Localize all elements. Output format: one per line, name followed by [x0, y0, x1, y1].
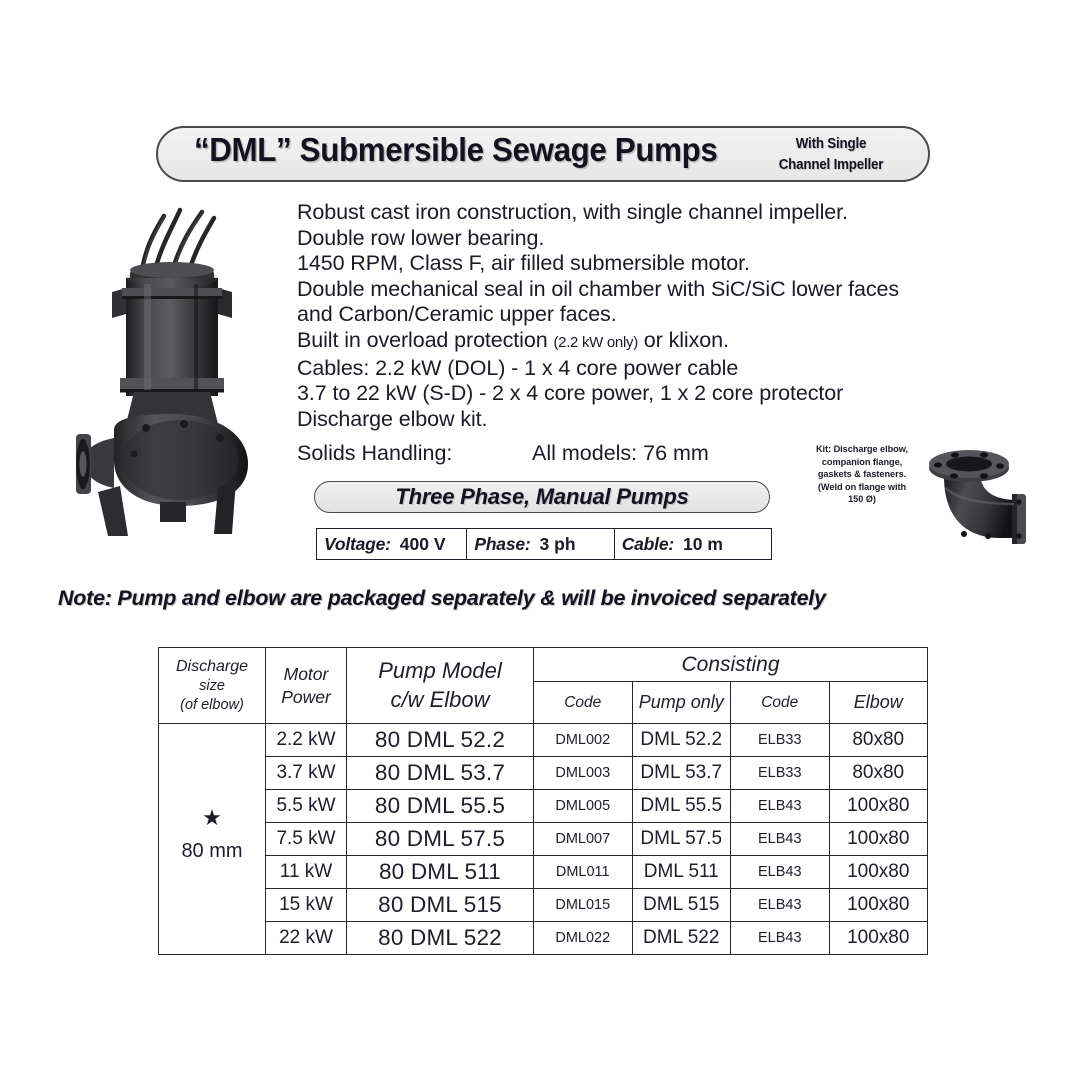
product-description [297, 200, 977, 432]
cell-pump-model: 80 DML 522 [347, 922, 534, 955]
cell-code-2: ELB43 [731, 790, 830, 823]
kit-caption-line-1: Kit: Discharge elbow, [815, 444, 909, 454]
cell-code-2: ELB43 [731, 922, 830, 955]
cell-pump-model: 80 DML 511 [347, 856, 534, 889]
cell-pump-model: 80 DML 515 [347, 889, 534, 922]
header-motor-line2: Power [281, 686, 331, 707]
cell-pump-model: 80 DML 52.2 [347, 724, 534, 757]
discharge-star: ★ [202, 804, 222, 830]
desc-overload-line [297, 328, 977, 356]
cell-pump-only: DML 511 [632, 856, 731, 889]
cell-elbow-size: 80x80 [829, 724, 928, 757]
desc-cable-line-2: 3.7 to 22 kW (S-D) - 2 x 4 core power, 1 x 2 core protector [297, 381, 844, 406]
elbow-kit-caption [798, 443, 926, 506]
cell-code-1: DML005 [534, 790, 633, 823]
table-row [159, 856, 928, 889]
impeller-badge [758, 134, 903, 175]
cable-value: 10 m [683, 533, 723, 554]
table-header-row-1 [159, 648, 928, 682]
cell-motor-power: 7.5 kW [266, 823, 347, 856]
cable-label: Cable: [621, 533, 674, 554]
voltage-label: Voltage: [324, 533, 391, 554]
cell-code-1: DML007 [534, 823, 633, 856]
kit-caption-line-2: companion flange, [821, 456, 903, 467]
cell-pump-only: DML 522 [632, 922, 731, 955]
desc-line-4: Double mechanical seal in oil chamber with SiC/SiC lower faces [297, 276, 900, 301]
cable-cell [614, 529, 771, 559]
cell-code-1: DML002 [534, 724, 633, 757]
cell-pump-only: DML 52.2 [632, 724, 731, 757]
overload-note: (2.2 kW only) [553, 333, 638, 351]
kit-caption-line-4: (Weld on flange with [817, 481, 907, 492]
kit-caption-line-5: 150 Ø) [848, 494, 876, 505]
cell-code-2: ELB43 [731, 889, 830, 922]
header-model-line2: c/w Elbow [390, 686, 490, 712]
header-code-2: Code [731, 682, 830, 724]
cell-pump-only: DML 57.5 [632, 823, 731, 856]
cell-motor-power: 2.2 kW [266, 724, 347, 757]
table-row [159, 922, 928, 955]
cell-elbow-size: 100x80 [829, 823, 928, 856]
cell-pump-model: 80 DML 57.5 [347, 823, 534, 856]
cell-code-2: ELB33 [731, 757, 830, 790]
cell-code-1: DML015 [534, 889, 633, 922]
cell-code-2: ELB33 [731, 724, 830, 757]
solids-handling-row [297, 441, 757, 466]
table-row [159, 790, 928, 823]
discharge-elbow-photo [922, 442, 1030, 550]
header-pump-model [347, 648, 534, 724]
voltage-cell [317, 529, 466, 559]
phase-label: Phase: [474, 533, 531, 554]
cell-motor-power: 3.7 kW [266, 757, 347, 790]
cell-motor-power: 15 kW [266, 889, 347, 922]
three-phase-banner: Three Phase, Manual Pumps [314, 481, 770, 513]
solids-handling-label: Solids Handling: [297, 441, 453, 465]
impeller-badge-line1: With Single [795, 136, 867, 152]
header-pump-only: Pump only [632, 682, 731, 724]
desc-cable-line-3: Discharge elbow kit. [297, 406, 488, 431]
header-motor-power [266, 648, 347, 724]
cell-pump-model: 80 DML 53.7 [347, 757, 534, 790]
header-discharge-line1: Discharge [175, 657, 249, 675]
page-title: “DML” Submersible Sewage Pumps [194, 131, 718, 168]
cell-code-2: ELB43 [731, 856, 830, 889]
overload-prefix: Built in overload protection [297, 327, 548, 352]
desc-line-1: Robust cast iron construction, with single channel impeller. [297, 200, 848, 224]
table-head [159, 648, 928, 724]
model-selection-table [158, 647, 928, 955]
overload-suffix: or klixon. [643, 327, 729, 352]
cell-elbow-size: 100x80 [829, 889, 928, 922]
table-row [159, 724, 928, 757]
phase-cell [466, 529, 613, 559]
cell-code-1: DML011 [534, 856, 633, 889]
header-model-line1: Pump Model [378, 657, 502, 683]
cell-elbow-size: 100x80 [829, 856, 928, 889]
desc-line-2: Double row lower bearing. [297, 225, 545, 250]
table-row [159, 889, 928, 922]
header-discharge-line2: size [199, 678, 225, 695]
desc-line-3: 1450 RPM, Class F, air filled submersible motor. [297, 251, 750, 276]
cell-pump-only: DML 515 [632, 889, 731, 922]
title-banner [156, 126, 930, 182]
header-elbow: Elbow [829, 682, 928, 724]
cell-code-2: ELB43 [731, 823, 830, 856]
cell-pump-model: 80 DML 55.5 [347, 790, 534, 823]
header-code-1: Code [534, 682, 633, 724]
desc-cable-line-1: Cables: 2.2 kW (DOL) - 1 x 4 core power cable [297, 355, 739, 380]
header-consisting: Consisting [534, 648, 928, 682]
cell-discharge-size [159, 724, 266, 955]
header-motor-line1: Motor [283, 664, 329, 685]
desc-line-5: and Carbon/Ceramic upper faces. [297, 302, 617, 327]
electrical-spec-strip [316, 528, 772, 560]
cell-motor-power: 22 kW [266, 922, 347, 955]
cell-code-1: DML003 [534, 757, 633, 790]
impeller-badge-line2: Channel Impeller [778, 156, 884, 173]
cell-elbow-size: 80x80 [829, 757, 928, 790]
table-body [159, 724, 928, 955]
voltage-value: 400 V [399, 533, 446, 554]
table-row [159, 757, 928, 790]
header-discharge-size [159, 648, 266, 724]
pump-product-photo [68, 192, 293, 542]
discharge-size-value: 80 mm [181, 840, 243, 863]
phase-value: 3 ph [539, 533, 576, 554]
header-discharge-line3: (of elbow) [180, 696, 244, 713]
cell-motor-power: 5.5 kW [266, 790, 347, 823]
packaging-note: Note: Pump and elbow are packaged separately & will be invoiced separately [58, 586, 826, 610]
cell-elbow-size: 100x80 [829, 790, 928, 823]
cell-pump-only: DML 55.5 [632, 790, 731, 823]
cell-code-1: DML022 [534, 922, 633, 955]
table-row [159, 823, 928, 856]
cell-elbow-size: 100x80 [829, 922, 928, 955]
solids-handling-value: All models: 76 mm [532, 441, 709, 465]
cell-pump-only: DML 53.7 [632, 757, 731, 790]
kit-caption-line-3: gaskets & fasteners. [817, 469, 907, 480]
cell-motor-power: 11 kW [266, 856, 347, 889]
